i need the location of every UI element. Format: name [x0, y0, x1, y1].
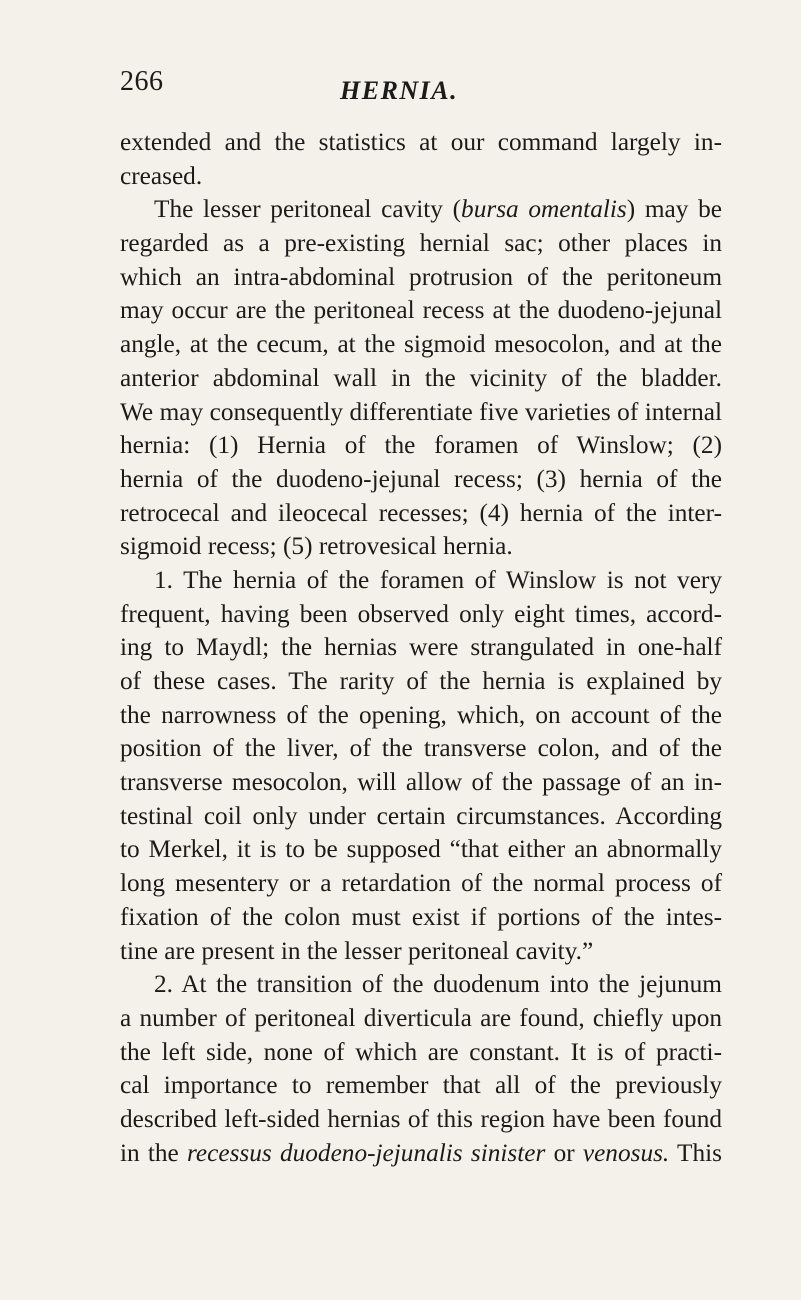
text-span: ) may be	[626, 195, 722, 224]
text-line: extended and the statistics at our command largely in-	[120, 128, 722, 156]
running-title: HERNIA.	[340, 76, 459, 105]
text-line: regarded as a pre-existing hernial sac; other places in	[120, 229, 722, 258]
text-line: testinal coil only under certain circumstances. According	[120, 801, 722, 830]
running-head	[120, 66, 720, 116]
text-line	[120, 193, 722, 227]
text-line: the left side, none of which are constant. It is of practi-	[120, 1037, 722, 1066]
body-text	[120, 126, 722, 1170]
text-line	[120, 1137, 722, 1171]
latin-term: bursa omentalis	[461, 195, 627, 224]
text-span: or	[545, 1138, 583, 1167]
text-line: tine are present in the lesser peritoneal cavity.”	[120, 936, 594, 965]
text-line: the narrowness of the opening, which, on account of the	[120, 700, 722, 729]
text-line: of these cases. The rarity of the hernia is explained by	[120, 667, 722, 695]
text-span: The lesser peritoneal cavity (	[154, 195, 462, 224]
text-span: in the	[120, 1138, 187, 1167]
text-line: ing to Maydl; the hernias were strangulated in one-half	[120, 633, 722, 662]
page-number: 266	[120, 66, 164, 97]
text-line: frequent, having been observed only eight times, accord-	[120, 599, 722, 628]
text-line: fixation of the colon must exist if portions of the intes-	[120, 902, 722, 931]
latin-term: venosus.	[582, 1138, 670, 1167]
text-line: which an intra-abdominal protrusion of the peritoneum	[120, 262, 722, 291]
text-line: a number of peritoneal diverticula are found, chiefly upon	[120, 1003, 722, 1032]
text-line: described left-sided hernias of this region have been found	[120, 1104, 722, 1133]
text-line: creased.	[120, 161, 203, 190]
text-line: 1. The hernia of the foramen of Winslow is not very	[154, 565, 722, 594]
text-line: retrocecal and ileocecal recesses; (4) hernia of the inter-	[120, 498, 722, 527]
text-line: cal importance to remember that all of the previously	[120, 1071, 722, 1100]
text-line: long mesentery or a retardation of the normal process of	[120, 869, 722, 898]
text-line: to Merkel, it is to be supposed “that either an abnormally	[120, 835, 722, 864]
text-line: hernia: (1) Hernia of the foramen of Winslow; (2)	[120, 431, 722, 460]
text-line: anterior abdominal wall in the vicinity of the bladder.	[120, 363, 722, 392]
text-span: This	[669, 1138, 722, 1167]
text-line: We may consequently differentiate five varieties of internal	[120, 397, 722, 426]
text-line: position of the liver, of the transverse colon, and of the	[120, 734, 722, 763]
text-line: transverse mesocolon, will allow of the passage of an in-	[120, 768, 722, 797]
text-line: angle, at the cecum, at the sigmoid mesocolon, and at the	[120, 330, 722, 359]
text-line: sigmoid recess; (5) retrovesical hernia.	[120, 532, 513, 561]
latin-term: recessus duodeno-jejunalis sinister	[187, 1138, 546, 1167]
text-line: may occur are the peritoneal recess at the duodeno-jejunal	[120, 296, 722, 325]
text-line: 2. At the transition of the duodenum into the jejunum	[154, 970, 722, 999]
text-line: hernia of the duodeno-jejunal recess; (3) hernia of the	[120, 464, 722, 493]
